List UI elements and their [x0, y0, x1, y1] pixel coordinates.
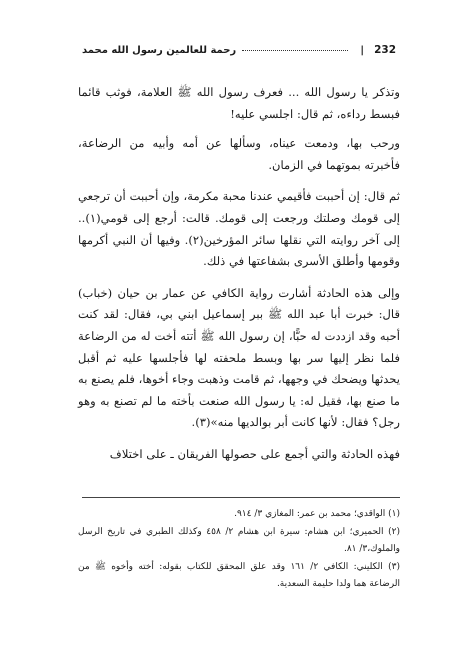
header-separator: | — [360, 44, 365, 56]
footnote: (٣) الكليني: الكافي ٢/ ١٦١ وقد علق المحقق للكتاب بقوله: أخته وأخوه ﷺ من الرضاعة هما ولدا حليمة السعدية. — [78, 561, 400, 590]
footnotes — [78, 506, 400, 594]
paragraph: وإلى هذه الحادثة أشارت رواية الكافي عن عمار بن حيان (خباب) قال: خبرت أبا عبد الله ﷺ ببر إسماعيل ابني بي، فقال: لقد كنت أحبه وقد ازددت له حبًّا، إن رسول الله ﷺ أتته أخت له من الرضاعة فلما نظر إليها سر بها وبسط ملحفته لها فأجلسها عليه ثم أقبل يحدثها ويضحك في وجهها، ثم قامت وذهبت وجاء أخوها، فلم يصنع به ما صنع بها، فقيل له: يا رسول الله صنعت بأخته ما لم تصنع به وهو رجل؟ فقال: لأنها كانت أبر بوالديها منه»(٣). — [78, 285, 400, 430]
paragraph: وتذكر يا رسول الله ... فعرف رسول الله ﷺ العلامة، فوثب قائما فبسط رداءه، ثم قال: اجلسي عليه! — [78, 85, 400, 121]
main-text — [78, 82, 400, 476]
header-dotted-leader — [242, 50, 348, 51]
running-header — [82, 40, 396, 60]
footnote: (١) الواقدي؛ محمد بن عمر: المغازي ٣/ ٩١٤. — [234, 509, 400, 519]
paragraph: ورحب بها، ودمعت عيناه، وسألها عن أمه وأبيه من الرضاعة، فأخبرته بموتهما في الزمان. — [78, 136, 400, 172]
page-number: 232 — [374, 44, 396, 56]
footnote: (٢) الحميري؛ ابن هشام: سيرة ابن هشام ٢/ ٤٥٨ وكذلك الطبري في تاريخ الرسل والملوك،٣/ ٨١. — [78, 526, 400, 555]
paragraph: ثم قال: إن أحببت فأقيمي عندنا محبة مكرمة، وإن أحببت أن ترجعي إلى قومك وصلتك ورجعت إلى قومك. قالت: أرجع إلى قومي(١).. إلى آخر روايته التي نقلها سائر المؤرخين(٢). وفيها أن النبي أكرمها وقومها وأطلق الأسرى بشفاعتها في ذلك. — [78, 189, 401, 269]
paragraph: فهذه الحادثة والتي أجمع على حصولها الفريقان ـ على اختلاف — [109, 446, 400, 461]
running-title: رحمة للعالمين رسول الله محمد — [82, 44, 237, 56]
footnote-divider — [82, 497, 400, 498]
